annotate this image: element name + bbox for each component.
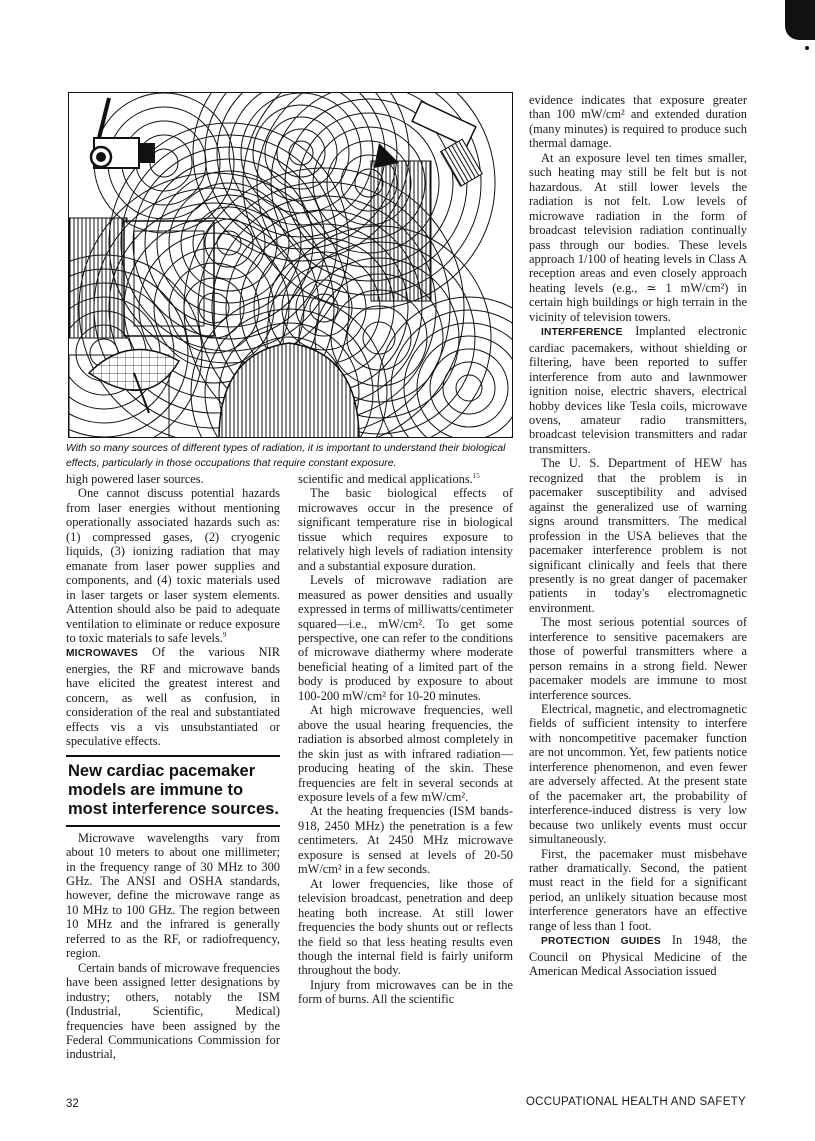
paragraph: The most serious potential sources of interference to sensitive pacemakers are those of powerful transmitters where a person remains in a strong field. Newer pacemaker models are immune to most interference sources. (529, 615, 747, 702)
radiation-illustration (68, 92, 513, 438)
paragraph (529, 933, 747, 978)
pull-quote (66, 755, 280, 827)
article-column-3 (529, 93, 747, 979)
paragraph-text: In 1948, the Council on Physical Medicine of the American Medical Association issued (529, 933, 747, 979)
paragraph: Microwave wavelengths vary from about 10 meters to about one millimeter; in the frequency range of 30 MHz to 300 GHz. The ANSI and OSHA standards, however, define the microwave range as 10 MHz to 100 GHz. The region between 10 MHz and the infrared is generally referred to as the RF, or radiofrequency, region. (66, 830, 280, 961)
footnote-ref: 9 (222, 630, 227, 639)
run-in-heading-microwaves: MICROWAVES (66, 648, 138, 660)
paragraph: First, the pacemaker must misbehave rather dramatically. Second, the patient must react in the field for a significant period, an unlikely situation because most interference generators have an effective range of less than 1 foot. (529, 846, 747, 933)
dome-structure (219, 343, 359, 438)
pull-quote-text: New cardiac pacemaker models are immune to most interference sources. (68, 761, 279, 818)
paragraph-text: Of the various NIR energies, the RF and microwave bands have elicited the greatest interest and concern, as well as confusion, in consideration of the real and substantiated effects vis a vis unsubstantiated or speculative effects. (66, 645, 280, 749)
paragraph: At the heating frequencies (ISM bands-918, 2450 MHz) the penetration is a few centimeters. At 2450 MHz microwave exposure is sensed at levels of 20-50 mW/cm² in a few seconds. (298, 804, 513, 877)
camera-device-icon (91, 98, 155, 168)
wave-ring (241, 93, 361, 213)
footnote-ref: 15 (472, 471, 480, 480)
wave-ring (253, 105, 349, 201)
wave-ring (417, 336, 513, 438)
wave-ring (363, 322, 395, 354)
run-in-heading-protection-guides: PROTECTION GUIDES (541, 936, 661, 948)
paragraph-text: scientific and medical applications. (298, 472, 473, 486)
paragraph: high powered laser sources. (66, 472, 204, 486)
paragraph: The U. S. Department of HEW has recognized that the problem is in pacemaker susceptibility and advised against the generalized use of warning signs around transmitters. The medical profession in the USA believes that the pacemaker interference problem is not significant clinically and feels that there presently is no great danger of pacemaker patients in today's electromagnetic environment. (529, 456, 747, 615)
paragraph: Electrical, magnetic, and electromagnetic fields of sufficient intensity to interfere with noncompetitive pacemaker function are not uncommon. Yet, few patients notice interference phenomenon, and even fewer are adversely affected. At the present state of the pacemaker art, the probability of interference-induced distress is very low because two unlikely events must occur simultaneously. (529, 702, 747, 847)
paragraph (66, 486, 280, 645)
publication-name: OCCUPATIONAL HEALTH AND SAFETY (525, 1096, 746, 1108)
page-number: 32 (66, 1098, 79, 1110)
article-column-1 (66, 472, 280, 1062)
wave-ring (289, 141, 313, 165)
figure-caption: With so many sources of different types of radiation, it is important to understand their biological effects, particularly in those occupations that require constant exposure. (66, 443, 506, 469)
run-in-heading-interference: INTERFERENCE (541, 327, 623, 339)
wave-ring (456, 375, 482, 401)
paragraph (529, 324, 747, 456)
paragraph (298, 472, 513, 486)
paragraph: Certain bands of microwave frequencies have been assigned letter designations by industry; others, notably the ISM (Industrial, Scientific, Medical) frequencies have been assigned by the Federal Communications Commission for industrial, (66, 960, 280, 1062)
radiation-illustration-art (69, 93, 513, 438)
paragraph (66, 645, 280, 748)
paragraph-text: One cannot discuss potential hazards from laser energies without mentioning operationally associated hazards such as: (1) compressed gases, (2) cryogenic liquids, (3) ionizing radiation that may emanate from laser power supplies and components, and (4) toxic materials used in laser targets or laser system elements. Attention should also be paid to adequate ventilation to eliminate or reduce exposure to toxic materials to safe levels. (66, 486, 280, 645)
paragraph: The basic biological effects of microwaves occur in the presence of significant temperature rise in biological tissue which requires exposure to relatively high levels of radiation intensity and a substantial exposure duration. (298, 486, 513, 573)
wave-ring (378, 297, 513, 438)
paragraph: evidence indicates that exposure greater than 100 mW/cm² and extended duration (many minutes) is required to produce such thermal damage. (529, 93, 747, 151)
paragraph: At an exposure level ten times smaller, such heating may still be felt but is not hazardous. At still lower levels the radiation is not felt. Low levels of microwave radiation in the form of broadcast television radiation continually pass through our bodies. These levels approach 1/100 of heating levels in Class A reception areas and even closely approach heating levels (e.g., ≃ 1 mW/cm²) in certain high buildings or high terrain in the vicinity of television towers. (529, 150, 747, 324)
paragraph-text: Implanted electronic cardiac pacemakers, without shielding or filtering, have been reported to suffer interference from auto and lawnmower ignition noise, electric shavers, electrical hobby devices like Tesla coils, microwave ovens, amateur radio transmitters, broadcast television transmitters and radar transmitters. (529, 324, 747, 456)
paragraph: Levels of microwave radiation are measured as power densities and usually expressed in terms of milliwatts/centimeter squared—i.e., mW/cm². To get some perspective, one can refer to the conditions of microwave diathermy where moderate beneficial heating of a limited part of the body is produced by exposure to about 100-200 mW/cm² for 10-20 minutes. (298, 573, 513, 703)
page-corner-dot (805, 46, 809, 50)
wave-ring (443, 362, 495, 414)
paragraph: At lower frequencies, like those of television broadcast, penetration and deep heating both increase. At still lower frequencies the body shunts out or reflects the field so that less heating results even though the internal field is fairly uniform throughout the body. (298, 876, 513, 978)
page-corner-mark (785, 0, 815, 40)
paragraph: At high microwave frequencies, well above the usual hearing frequencies, the radiation is absorbed almost completely in the skin just as with infrared radiation—producing heating of the skin. These frequencies are felt in several seconds at exposure levels of a few mW/cm². (298, 703, 513, 804)
article-column-2 (298, 472, 513, 1007)
paragraph: Injury from microwaves can be in the form of burns. All the scientific (298, 977, 513, 1007)
